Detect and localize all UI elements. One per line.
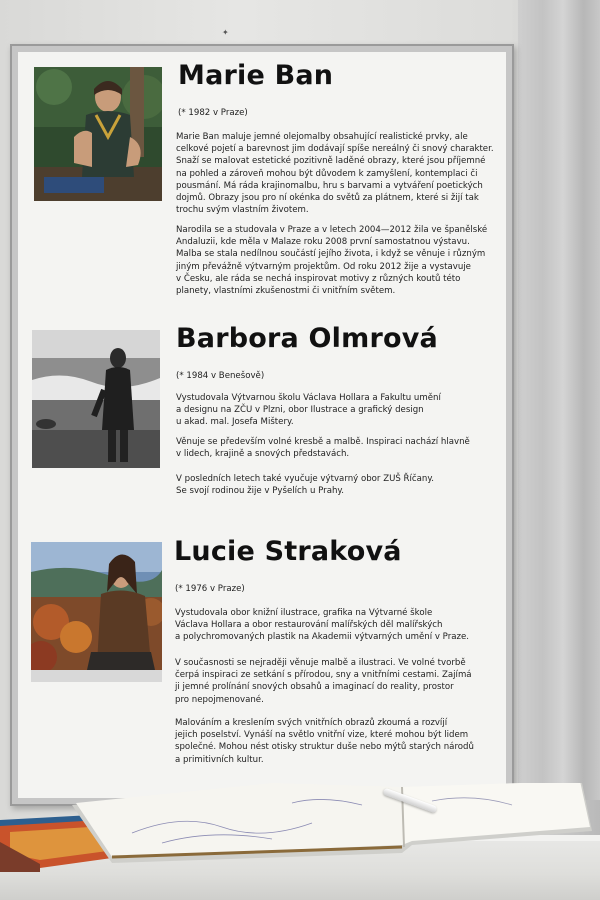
artist-name: Marie Ban <box>178 60 334 91</box>
photo-lucie-strakova <box>31 542 162 682</box>
artist-bio-paragraph: V současnosti se nejraději věnuje malbě a ilustraci. Ve volné tvorbě čerpá inspiraci ze setkání s přírodou, sny a vnitřními cestami. Zajímá ji jemné prolínání snových obsahů a imaginací do reality, prostor pro nepojmenované. <box>175 658 472 705</box>
artist-bio-paragraph: Marie Ban maluje jemné olejomalby obsahující realistické prvky, ale celkové pojetí a barevnost jim dodávají spíše nereálný či snový charakter. Snaží se malovat estetické pozitivně laděné obrazy, které jsou příjemné na pohled a zároveň mohou být důvodem k zamyšlení, kontemplaci či pousmání. Má ráda krajinomalbu, hru s barvami a vytváření poetických dojmů. Obrazy jsou pro ní okénka do světů za plátnem, které si žijí tak trochu svým vlastním životem. <box>176 132 494 216</box>
photo-barbora-olmrova <box>32 330 160 468</box>
curtain <box>518 0 600 800</box>
artist-bio-paragraph: Vystudovala obor knižní ilustrace, grafika na Výtvarné škole Václava Hollara a obor restaurování malířských děl malířských a polychromovaných plastik na Akademii výtvarných umění v Praze. <box>175 608 470 643</box>
artist-birth: (* 1982 v Praze) <box>178 108 248 118</box>
artist-bio-paragraph: Vystudovala Výtvarnou školu Václava Hollara a Fakultu umění a designu na ZČU v Plzni, obor Ilustrace a grafický design u akad. mal. Josefa Mištery. <box>176 393 441 428</box>
artist-birth: (* 1984 v Benešově) <box>176 371 265 381</box>
artist-bio-paragraph: Malováním a kreslením svých vnitřních obrazů zkoumá a rozvíjí jejich poselství. Vynáší na světlo vnitřní vize, které mohou být lidem společné. Mohou nést otisky struktur duše nebo mýtů starých národů a primitivních kultur. <box>175 718 474 765</box>
photo-marie-ban <box>34 67 162 201</box>
artist-birth: (* 1976 v Praze) <box>175 584 245 594</box>
artist-bio-paragraph: Narodila se a studovala v Praze a v letech 2004—2012 žila ve španělské Andaluzii, kde měla v Malaze roku 2008 první samostatnou výstavu. Malba se stala nedílnou součástí jejího života, i když se věnuje i různým jiným převážně výtvarným projektům. Od roku 2012 žije a vystavuje v Česku, ale ráda se nechá inspirovat motivy z různých koutů této planety, vlastními zkušenostmi či vnitřním světem. <box>176 225 488 297</box>
wall-nail: ✦ <box>222 28 229 37</box>
artist-bio-paragraph: V posledních letech také vyučuje výtvarný obor ZUŠ Říčany. Se svojí rodinou žije v Pyšelích u Prahy. <box>176 474 434 497</box>
artist-bio-paragraph: Věnuje se především volné kresbě a malbě. Inspiraci nachází hlavně v lidech, krajině a snových představách. <box>176 437 470 460</box>
guest-book[interactable] <box>72 783 592 863</box>
artist-name: Lucie Straková <box>174 536 402 567</box>
artist-name: Barbora Olmrová <box>176 323 438 354</box>
artist-poster <box>18 52 506 798</box>
